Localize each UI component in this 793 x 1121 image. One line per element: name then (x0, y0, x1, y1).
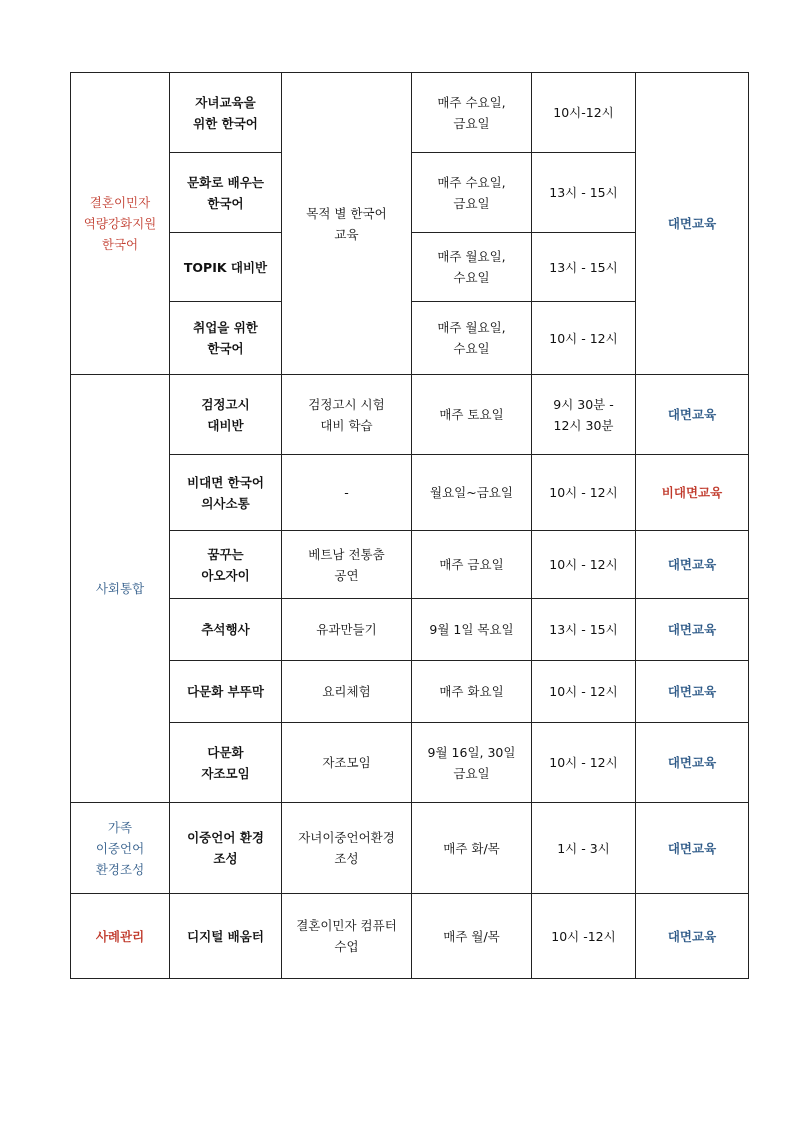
method-cell: 대면교육 (636, 803, 749, 894)
schedule-cell: 매주 수요일, 금요일 (412, 153, 532, 233)
time-cell: 10시 - 12시 (532, 302, 636, 375)
category-cell: 사례관리 (71, 894, 170, 979)
time-cell: 10시 - 12시 (532, 661, 636, 723)
description-cell: - (282, 455, 412, 531)
program-cell: 다문화 부뚜막 (170, 661, 282, 723)
time-cell: 10시 - 12시 (532, 531, 636, 599)
program-cell: 디지털 배움터 (170, 894, 282, 979)
method-cell: 대면교육 (636, 894, 749, 979)
time-cell: 9시 30분 - 12시 30분 (532, 375, 636, 455)
time-cell: 13시 - 15시 (532, 599, 636, 661)
program-cell: TOPIK 대비반 (170, 233, 282, 302)
time-cell: 10시 - 12시 (532, 455, 636, 531)
time-cell: 10시 -12시 (532, 894, 636, 979)
program-cell: 다문화 자조모임 (170, 723, 282, 803)
schedule-cell: 매주 월요일, 수요일 (412, 302, 532, 375)
time-cell: 13시 - 15시 (532, 233, 636, 302)
description-cell: 베트남 전통춤 공연 (282, 531, 412, 599)
schedule-cell: 매주 수요일, 금요일 (412, 73, 532, 153)
description-cell: 자조모임 (282, 723, 412, 803)
table-row (71, 723, 749, 803)
category-cell: 사회통합 (71, 375, 170, 803)
table-row (71, 531, 749, 599)
method-cell: 대면교육 (636, 375, 749, 455)
program-cell: 추석행사 (170, 599, 282, 661)
schedule-cell: 매주 월요일, 수요일 (412, 233, 532, 302)
table-row (71, 375, 749, 455)
schedule-cell: 매주 화/목 (412, 803, 532, 894)
method-cell: 대면교육 (636, 661, 749, 723)
time-cell: 10시-12시 (532, 73, 636, 153)
category-cell: 결혼이민자 역량강화지원 한국어 (71, 73, 170, 375)
schedule-cell: 매주 월/목 (412, 894, 532, 979)
program-cell: 취업을 위한 한국어 (170, 302, 282, 375)
method-cell: 대면교육 (636, 723, 749, 803)
table-row (71, 894, 749, 979)
category-cell: 가족 이중언어 환경조성 (71, 803, 170, 894)
program-cell: 이중언어 환경 조성 (170, 803, 282, 894)
method-cell: 비대면교육 (636, 455, 749, 531)
table-row (71, 599, 749, 661)
table-row (71, 73, 749, 153)
time-cell: 13시 - 15시 (532, 153, 636, 233)
program-cell: 꿈꾸는 아오자이 (170, 531, 282, 599)
description-cell: 자녀이중언어환경 조성 (282, 803, 412, 894)
program-schedule-table (70, 72, 749, 979)
method-cell: 대면교육 (636, 73, 749, 375)
schedule-cell: 9월 1일 목요일 (412, 599, 532, 661)
description-cell: 검정고시 시험 대비 학습 (282, 375, 412, 455)
table-row (71, 661, 749, 723)
method-cell: 대면교육 (636, 599, 749, 661)
schedule-cell: 월요일~금요일 (412, 455, 532, 531)
program-cell: 자녀교육을 위한 한국어 (170, 73, 282, 153)
table-row (71, 455, 749, 531)
schedule-cell: 매주 금요일 (412, 531, 532, 599)
description-cell: 유과만들기 (282, 599, 412, 661)
schedule-cell: 매주 화요일 (412, 661, 532, 723)
schedule-cell: 매주 토요일 (412, 375, 532, 455)
program-cell: 검정고시 대비반 (170, 375, 282, 455)
program-cell: 문화로 배우는 한국어 (170, 153, 282, 233)
program-cell: 비대면 한국어 의사소통 (170, 455, 282, 531)
schedule-cell: 9월 16일, 30일 금요일 (412, 723, 532, 803)
description-cell: 결혼이민자 컴퓨터 수업 (282, 894, 412, 979)
time-cell: 10시 - 12시 (532, 723, 636, 803)
description-cell: 목적 별 한국어 교육 (282, 73, 412, 375)
description-cell: 요리체험 (282, 661, 412, 723)
table-row (71, 803, 749, 894)
method-cell: 대면교육 (636, 531, 749, 599)
time-cell: 1시 - 3시 (532, 803, 636, 894)
